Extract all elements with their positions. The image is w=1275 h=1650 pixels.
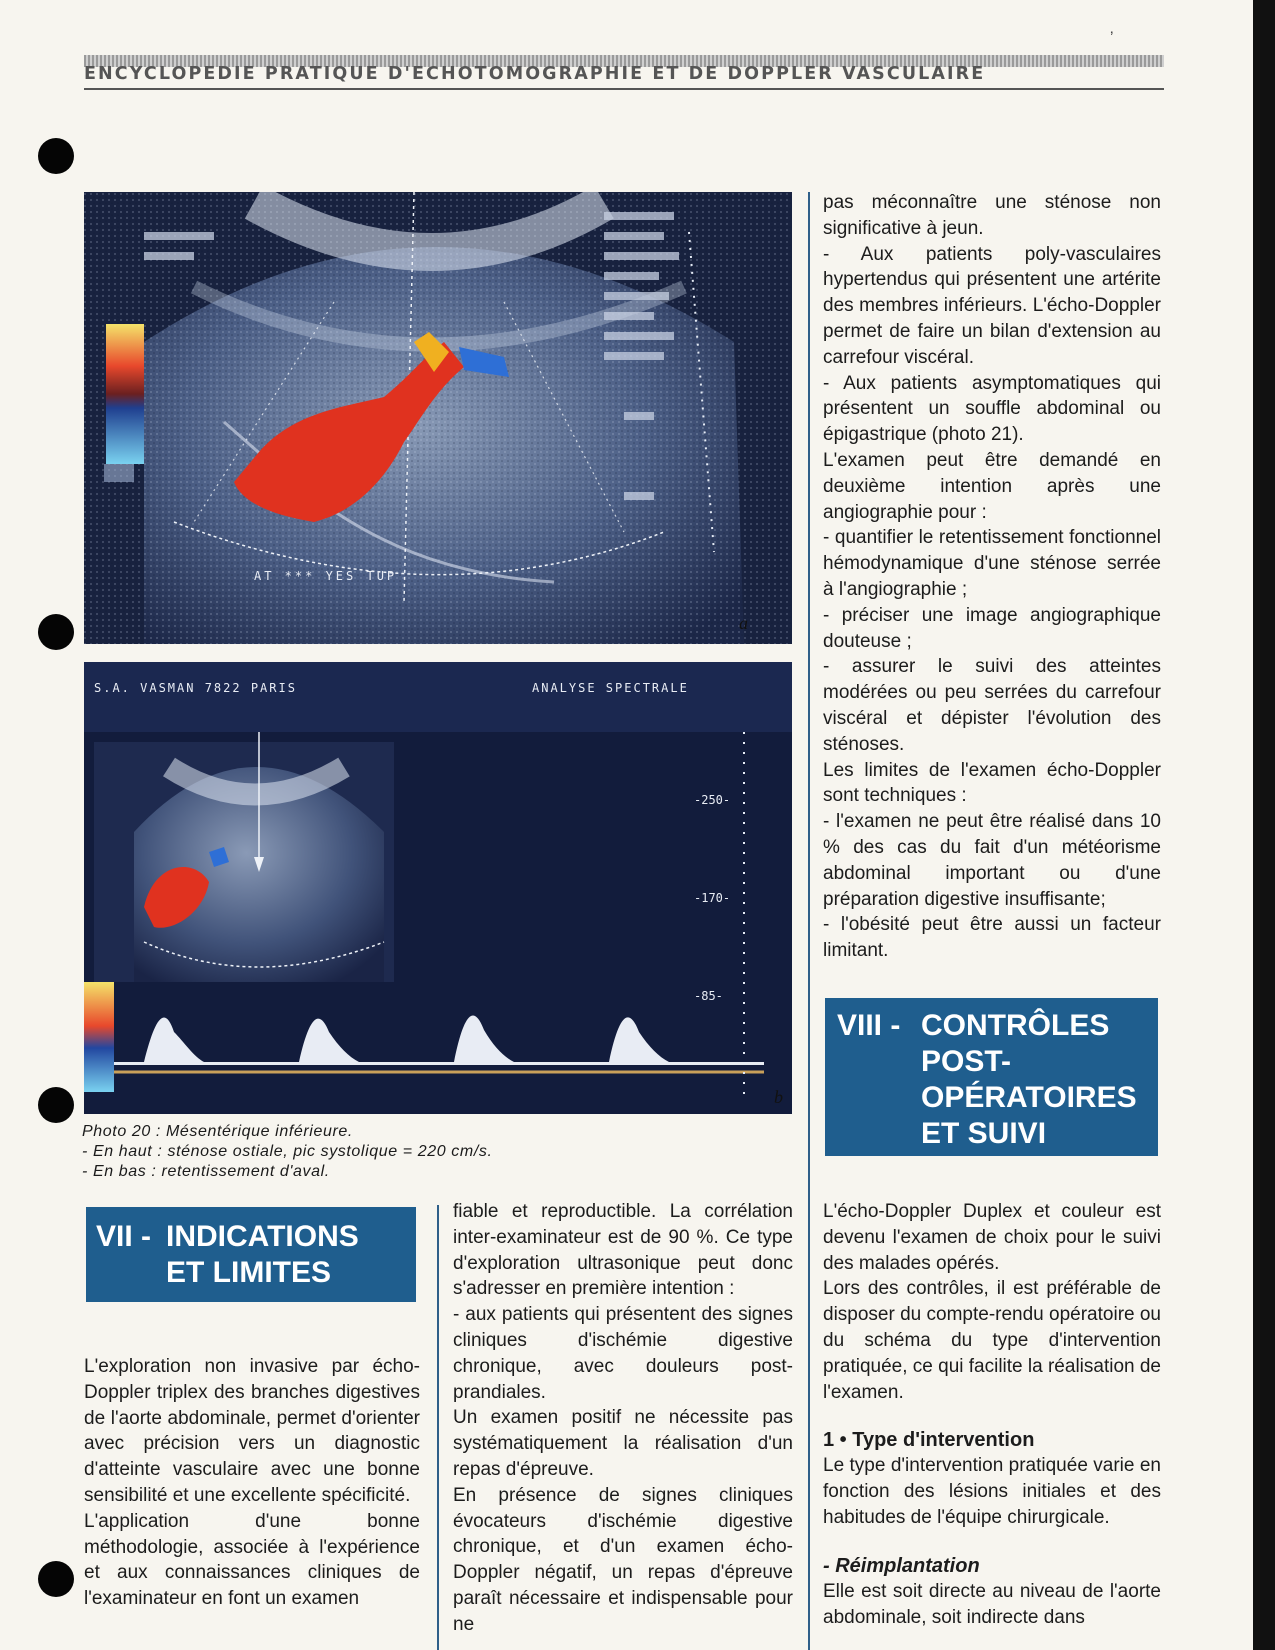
binder-hole xyxy=(38,1561,74,1597)
column-rule xyxy=(808,192,810,1650)
binder-hole xyxy=(38,138,74,174)
text-column-right-top xyxy=(823,190,1161,970)
ultrasound-photo-a xyxy=(84,192,792,644)
photo-a-label: a xyxy=(739,613,748,633)
running-header: ENCYCLOPEDIE PRATIQUE D'ECHOTOMOGRAPHIE ET DE DOPPLER VASCULAIRE xyxy=(84,64,986,84)
binder-hole xyxy=(38,614,74,650)
photo-a-overlay-text: AT *** YES TUP xyxy=(254,569,398,583)
paragraph: - Aux patients poly-vasculaires hypertendus qui présentent une artérite des membres inférieurs. L'écho-Doppler permet de faire un bilan d'extension au carrefour viscéral. xyxy=(823,243,1161,368)
paragraph: L'écho-Doppler Duplex et couleur est devenu l'examen de choix pour le suivi des malades opérés. xyxy=(823,1201,1161,1274)
paragraph: - l'obésité peut être aussi un facteur limitant. xyxy=(823,914,1161,962)
caption-line: - En haut : sténose ostiale, pic systolique = 220 cm/s. xyxy=(82,1143,493,1160)
paragraph: L'exploration non invasive par écho-Doppler triplex des branches digestives de l'aorte abdominale, permet d'orienter avec précision vers un diagnostic d'atteinte vasculaire avec une bonne sensibilité et une excellente spécificité. xyxy=(84,1356,420,1506)
text-column-left xyxy=(84,1354,420,1650)
page-edge-shadow xyxy=(1253,0,1275,1650)
section-number: VII - xyxy=(96,1220,152,1253)
section-number: VIII - xyxy=(837,1009,901,1042)
text-column-middle xyxy=(453,1199,793,1650)
photo-b-scale-label: -170- xyxy=(694,891,731,905)
photo-b-overlay-right: ANALYSE SPECTRALE xyxy=(532,681,689,695)
section-title-line: CONTRÔLES xyxy=(921,1009,1110,1042)
ultrasound-photo-b xyxy=(84,662,792,1114)
section-heading-viii xyxy=(825,998,1158,1156)
subsection-heading: 1 • Type d'intervention xyxy=(823,1429,1035,1452)
paragraph: L'application d'une bonne méthodologie, associée à l'expérience et aux connaissances cliniques de l'examinateur en font un examen xyxy=(84,1510,420,1610)
paragraph: - préciser une image angiographique douteuse ; xyxy=(823,604,1161,652)
section-heading-vii xyxy=(86,1207,416,1302)
paragraph: - assurer le suivi des atteintes modérées ou peu serrées du carrefour viscéral et dépister l'évolution des sténoses. xyxy=(823,656,1161,755)
photo-b-scale-label: -85- xyxy=(694,989,723,1003)
paragraph: - l'examen ne peut être réalisé dans 10 % des cas du fait d'un météorisme abdominal important ou d'une préparation digestive insuffisante; xyxy=(823,811,1161,910)
binder-hole xyxy=(38,1087,74,1123)
paragraph: - aux patients qui présentent des signes cliniques d'ischémie digestive chronique, avec douleurs post-prandiales. xyxy=(453,1304,793,1403)
paragraph: Un examen positif ne nécessite pas systématiquement la réalisation d'un repas d'épreuve. xyxy=(453,1407,793,1480)
photo-b-label: b xyxy=(774,1087,783,1107)
paragraph: pas méconnaître une sténose non significative à jeun. xyxy=(823,192,1161,239)
paragraph: Le type d'intervention pratiquée varie en fonction des lésions initiales et des habitudes de l'équipe chirurgicale. xyxy=(823,1455,1161,1528)
paragraph: L'examen peut être demandé en deuxième intention après une angiographie pour : xyxy=(823,449,1161,523)
column-rule xyxy=(437,1205,439,1650)
photo-b-overlay-left: S.A. VASMAN 7822 PARIS xyxy=(94,681,297,695)
caption-line: Photo 20 : Mésentérique inférieure. xyxy=(82,1123,353,1140)
paragraph: Lors des contrôles, il est préférable de disposer du compte-rendu opératoire ou du schéma du type d'intervention pratiquée, ce qui facilite la réalisation de l'examen. xyxy=(823,1278,1161,1403)
paragraph: fiable et reproductible. La corrélation inter-examinateur est de 90 %. Ce type d'exploration ultrasonique peut donc s'adresser en première intention : xyxy=(453,1201,793,1300)
text-column-right-bottom xyxy=(823,1199,1161,1650)
section-title-line: INDICATIONS xyxy=(166,1220,359,1253)
header-rule xyxy=(84,88,1164,90)
photo-caption xyxy=(82,1122,782,1182)
section-title-line: OPÉRATOIRES xyxy=(921,1081,1137,1114)
paragraph: - quantifier le retentissement fonctionnel hémodynamique d'une sténose serrée à l'angiographie ; xyxy=(823,527,1161,600)
subsection-heading: - Réimplantation xyxy=(823,1554,980,1577)
paragraph: En présence de signes cliniques évocateurs d'ischémie digestive chronique, et d'un examen écho-Doppler négatif, un repas d'épreuve paraît nécessaire et indispensable pour ne xyxy=(453,1484,793,1635)
section-title-line: ET LIMITES xyxy=(166,1256,331,1289)
paragraph: Elle est soit directe au niveau de l'aorte abdominale, soit indirecte dans xyxy=(823,1580,1161,1628)
photo-b-scale-label: -250- xyxy=(694,793,731,807)
corner-mark: ʼ xyxy=(1110,30,1114,47)
ultrasound-spectral-image xyxy=(84,662,792,1114)
section-title-line: ET SUIVI xyxy=(921,1117,1047,1150)
caption-line: - En bas : retentissement d'aval. xyxy=(82,1163,330,1180)
paragraph: - Aux patients asymptomatiques qui présentent un souffle abdominal ou épigastrique (photo 21). xyxy=(823,372,1161,446)
paragraph: Les limites de l'examen écho-Doppler sont techniques : xyxy=(823,759,1161,807)
ultrasound-color-image xyxy=(84,192,792,644)
section-title-line: POST- xyxy=(921,1045,1012,1078)
